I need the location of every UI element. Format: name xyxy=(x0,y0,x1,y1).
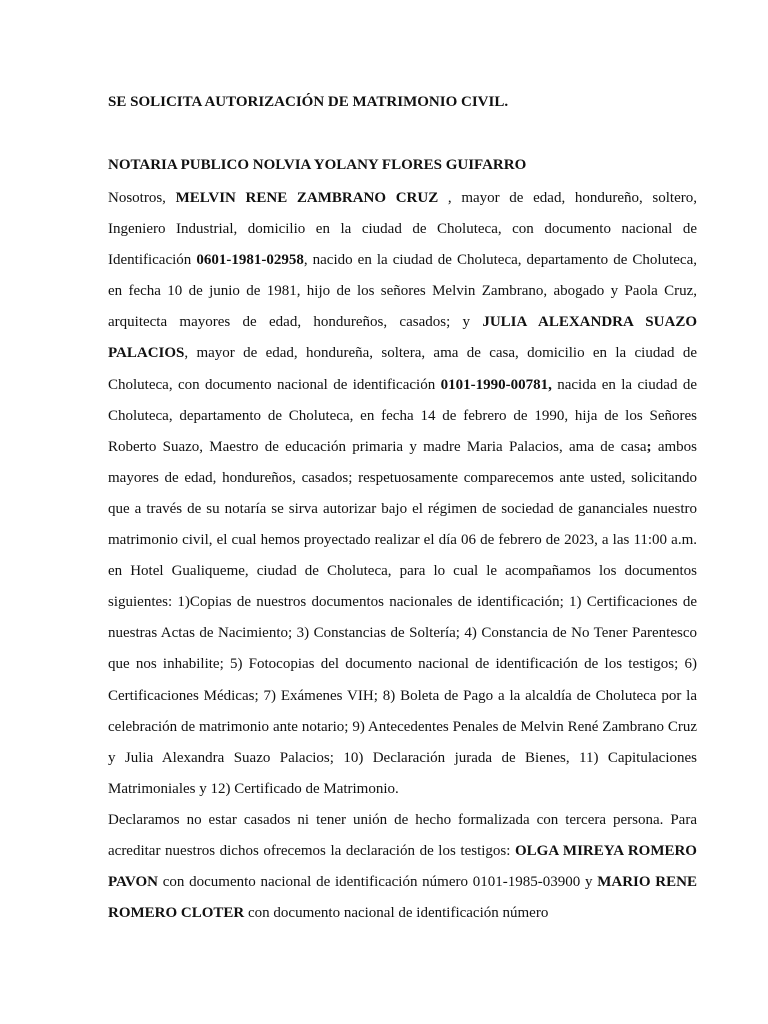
groom-name: MELVIN RENE ZAMBRANO CRUZ xyxy=(175,190,439,206)
text-run: , mayor de edad, hondureño, soltero, Ingeniero Industrial, domicilio en la ciudad de Choluteca, con documento nacional de Identificación xyxy=(108,190,697,269)
text-run: , mayor de edad, hondureña, soltera, ama de casa, domicilio en la ciudad de Choluteca, con documento nacional de identificación xyxy=(108,345,697,393)
witness-1-name: OLGA MIREYA ROMERO PAVON xyxy=(108,842,697,891)
text-run: Nosotros, xyxy=(108,190,176,206)
notary-heading: NOTARIA PUBLICO NOLVIA YOLANY FLORES GUIFARRO xyxy=(108,157,527,173)
witness-2-name: MARIO RENE ROMERO CLOTER xyxy=(108,874,697,922)
text-run: nacida en la ciudad de Choluteca, departamento de Choluteca, en fecha 14 de febrero de 1990, hija de los Señores Roberto Suazo, Maestro de educación primaria y madre Maria Palacios, ama de casa xyxy=(108,376,697,455)
document-body xyxy=(108,183,697,929)
bride-id-number: 0101-1990-00781, xyxy=(440,376,552,393)
text-run: Declaramos no estar casados ni tener unión de hecho formalizada con tercera persona. Para acreditar nuestros dichos ofrecemos la declaración de los testigos: xyxy=(108,811,697,859)
groom-id-number: 0601-1981-02958 xyxy=(196,252,304,269)
paragraph-declaration xyxy=(108,805,697,929)
bride-name: JULIA ALEXANDRA SUAZO PALACIOS xyxy=(108,314,697,362)
text-run: con documento nacional de identificación número 0101-1985-03900 y xyxy=(157,874,598,891)
bold-semicolon: ; xyxy=(646,438,652,455)
paragraph-request xyxy=(108,183,697,805)
text-run: ambos mayores de edad, hondureños, casados; respetuosamente comparecemos ante usted, solicitando que a través de su notaría se sirva autorizar bajo el régimen de sociedad de gananciales nuestro matrimonio civil, el cual hemos proyectado realizar el día 06 de febrero de 2023, a las 11:00 a.m. en Hotel Gualiqueme, ciudad de Choluteca, para lo cual le acompañamos los documentos siguientes: 1)Copias de nuestros documentos nacionales de identificación; 1) Certificaciones de nuestras Actas de Nacimiento; 3) Constancias de Soltería; 4) Constancia de No Tener Parentesco que nos inhabilite; 5) Fotocopias del documento nacional de identificación de los testigos; 6) Certificaciones Médicas; 7) Exámenes VIH; 8) Boleta de Pago a la alcaldía de Choluteca por la celebración de matrimonio ante notario; 9) Antecedentes Penales de Melvin René Zambrano Cruz y Julia Alexandra Suazo Palacios; 10) Declaración jurada de Bienes, 11) Capitulaciones Matrimoniales y 12) Certificado de Matrimonio. xyxy=(108,438,697,797)
text-run: con documento nacional de identificación número xyxy=(244,905,549,922)
document-title: SE SOLICITA AUTORIZACIÓN DE MATRIMONIO CIVIL. xyxy=(108,94,509,110)
text-run: , nacido en la ciudad de Choluteca, departamento de Choluteca, en fecha 10 de junio de 1981, hijo de los señores Melvin Zambrano, abogado y Paola Cruz, arquitecta mayores de edad, hondureños, casados; y xyxy=(108,252,697,331)
